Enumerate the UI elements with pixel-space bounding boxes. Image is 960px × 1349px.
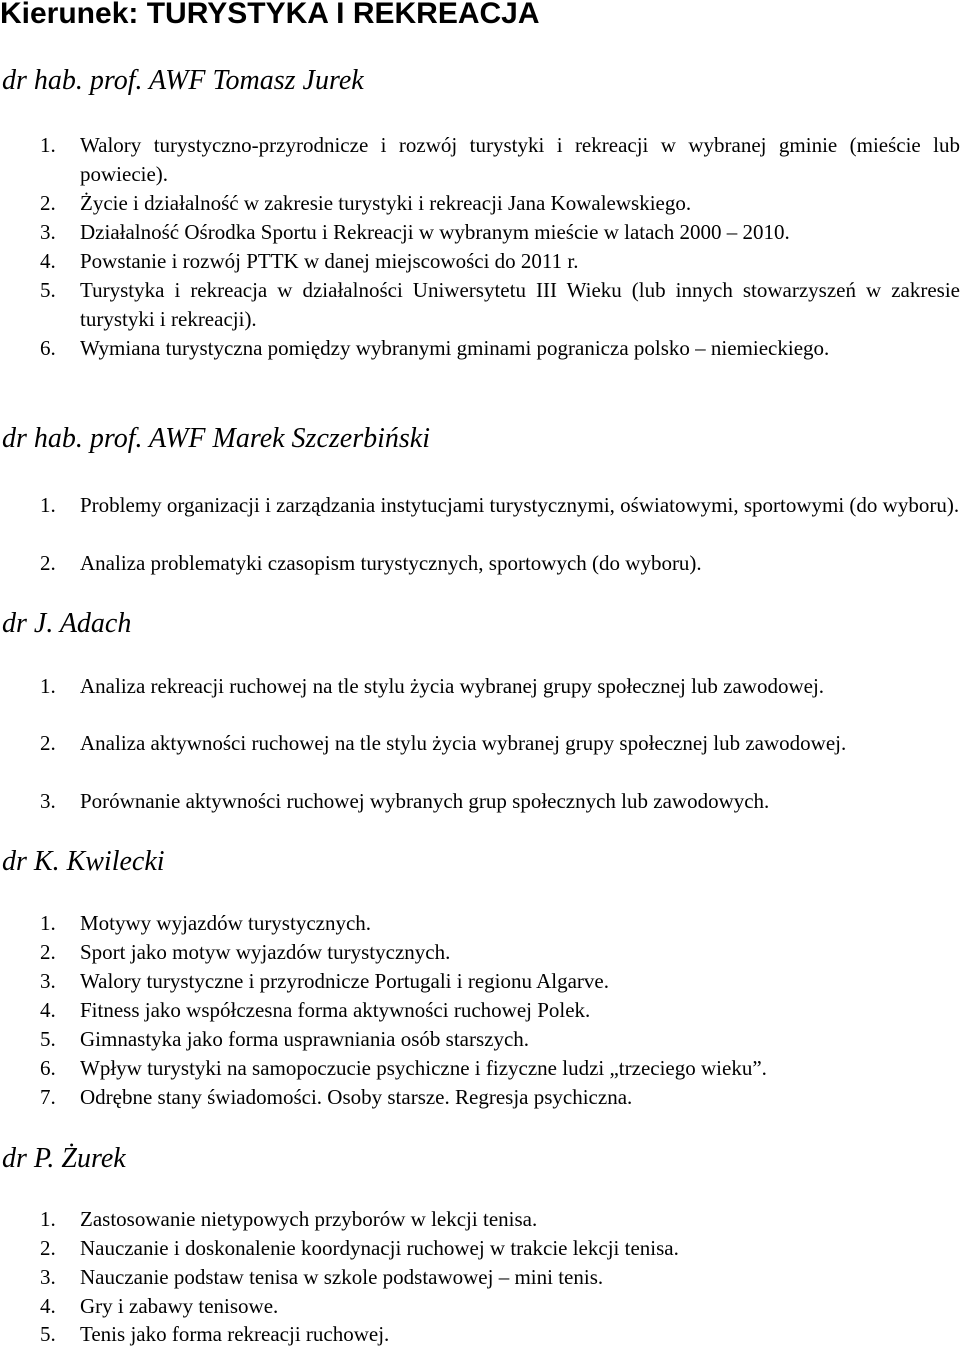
topic-number: 7. (40, 1085, 56, 1109)
supervisor-heading-jurek: dr hab. prof. AWF Tomasz Jurek (2, 65, 364, 96)
topic-item (40, 1320, 960, 1349)
supervisor-heading-zurek: dr P. Żurek (2, 1143, 126, 1174)
topic-number: 2. (40, 940, 56, 964)
topic-item (40, 1025, 960, 1054)
topic-item (40, 729, 960, 758)
topic-text: Gimnastyka jako forma usprawniania osób starszych. (80, 1027, 530, 1051)
topic-number: 2. (40, 1236, 56, 1260)
topic-text: Turystyka i rekreacja w działalności Uniwersytetu III Wieku (lub innych stowarzyszeń w zakresie turystyki i rekreacji). (80, 278, 960, 331)
topic-text: Walory turystyczne i przyrodnicze Portugali i regionu Algarve. (80, 969, 609, 993)
topic-number: 1. (40, 674, 56, 698)
topic-text: Nauczanie i doskonalenie koordynacji ruchowej w trakcie lekcji tenisa. (80, 1236, 679, 1260)
topic-text: Walory turystyczno-przyrodnicze i rozwój turystyki i rekreacji w wybranej gminie (mieście lub powiecie). (80, 133, 960, 186)
topic-item (40, 938, 960, 967)
topic-number: 6. (40, 336, 56, 360)
topic-text: Odrębne stany świadomości. Osoby starsze. Regresja psychiczna. (80, 1085, 633, 1109)
topic-text: Wymiana turystyczna pomiędzy wybranymi gminami pogranicza polsko – niemieckiego. (80, 336, 830, 360)
topic-number: 1. (40, 133, 56, 157)
title-name: TURYSTYKA I REKREACJA (146, 0, 540, 30)
title-prefix: Kierunek: (0, 0, 139, 30)
topic-number: 4. (40, 249, 56, 273)
topic-item (40, 787, 960, 816)
topic-text: Nauczanie podstaw tenisa w szkole podstawowej – mini tenis. (80, 1265, 604, 1289)
topic-text: Działalność Ośrodka Sportu i Rekreacji w wybranym mieście w latach 2000 – 2010. (80, 220, 790, 244)
topic-item (40, 996, 960, 1025)
topic-item (40, 491, 960, 520)
topic-item (40, 909, 960, 938)
topic-text: Analiza rekreacji ruchowej na tle stylu życia wybranej grupy społecznej lub zawodowej. (80, 674, 825, 698)
topic-text: Powstanie i rozwój PTTK w danej miejscowości do 2011 r. (80, 249, 579, 273)
topic-text: Wpływ turystyki na samopoczucie psychiczne i fizyczne ludzi „trzeciego wieku”. (80, 1056, 767, 1080)
topic-number: 4. (40, 998, 56, 1022)
topic-number: 2. (40, 551, 56, 575)
topic-number: 3. (40, 789, 56, 813)
topic-number: 1. (40, 1207, 56, 1231)
topic-item (40, 1205, 960, 1234)
supervisor-heading-szczerbinski: dr hab. prof. AWF Marek Szczerbiński (2, 423, 430, 454)
supervisor-heading-kwilecki: dr K. Kwilecki (2, 846, 165, 877)
topic-number: 3. (40, 969, 56, 993)
topic-text: Problemy organizacji i zarządzania instytucjami turystycznymi, oświatowymi, sportowymi (do wyboru). (80, 493, 960, 517)
topic-item (40, 1292, 960, 1321)
topic-item (40, 1083, 960, 1112)
page-title (0, 0, 540, 34)
topic-text: Analiza problematyki czasopism turystycznych, sportowych (do wyboru). (80, 551, 702, 575)
topic-item (40, 218, 960, 247)
topic-text: Tenis jako forma rekreacji ruchowej. (80, 1322, 390, 1346)
topic-number: 2. (40, 731, 56, 755)
topic-text: Fitness jako współczesna forma aktywności ruchowej Polek. (80, 998, 591, 1022)
topic-number: 4. (40, 1294, 56, 1318)
topic-number: 6. (40, 1056, 56, 1080)
topic-text: Analiza aktywności ruchowej na tle stylu życia wybranej grupy społecznej lub zawodowej. (80, 731, 847, 755)
topic-item (40, 131, 960, 189)
topic-item (40, 967, 960, 996)
topic-item (40, 1054, 960, 1083)
topic-item (40, 276, 960, 334)
topic-text: Motywy wyjazdów turystycznych. (80, 911, 372, 935)
topic-number: 1. (40, 911, 56, 935)
topic-item (40, 549, 960, 578)
topic-number: 1. (40, 493, 56, 517)
supervisor-heading-adach: dr J. Adach (2, 608, 132, 639)
topic-number: 3. (40, 1265, 56, 1289)
topic-number: 2. (40, 191, 56, 215)
topic-text: Gry i zabawy tenisowe. (80, 1294, 279, 1318)
topic-item (40, 247, 960, 276)
topic-number: 5. (40, 278, 56, 302)
topic-item (40, 189, 960, 218)
topic-item (40, 672, 960, 701)
topic-text: Zastosowanie nietypowych przyborów w lekcji tenisa. (80, 1207, 538, 1231)
topic-item (40, 1263, 960, 1292)
topic-item (40, 334, 960, 363)
topic-text: Życie i działalność w zakresie turystyki i rekreacji Jana Kowalewskiego. (80, 191, 692, 215)
topic-text: Sport jako motyw wyjazdów turystycznych. (80, 940, 451, 964)
topic-number: 3. (40, 220, 56, 244)
topic-number: 5. (40, 1027, 56, 1051)
topic-text: Porównanie aktywności ruchowej wybranych grup społecznych lub zawodowych. (80, 789, 770, 813)
topic-item (40, 1234, 960, 1263)
topic-number: 5. (40, 1322, 56, 1346)
